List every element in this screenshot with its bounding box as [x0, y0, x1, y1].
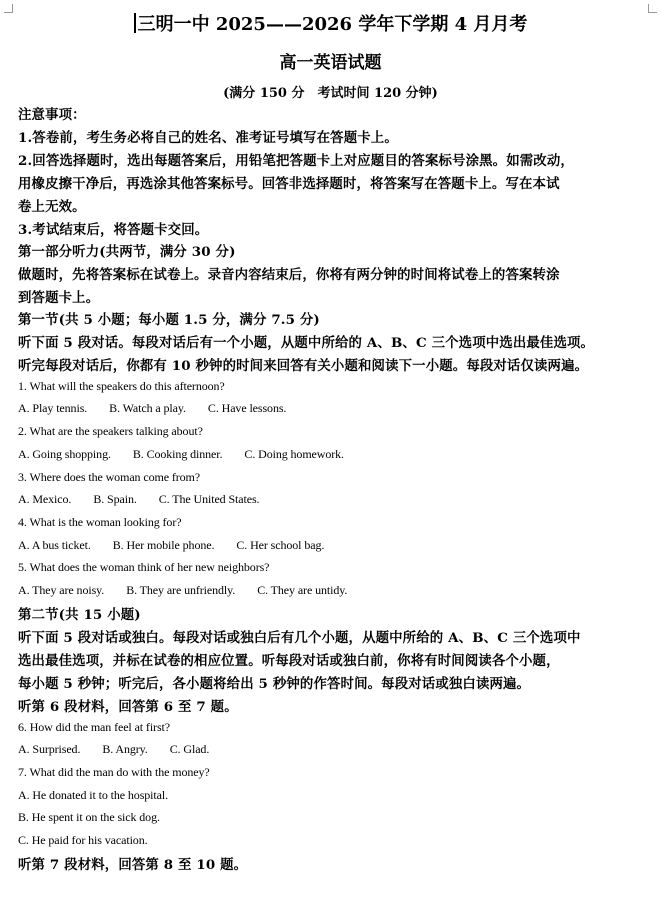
notice-heading: 注意事项： — [18, 107, 86, 123]
option-b: B. Watch a play. — [109, 401, 186, 415]
option-c: C. Doing homework. — [244, 447, 344, 461]
exam-title — [0, 10, 661, 36]
option-a: A. A bus ticket. — [18, 538, 91, 552]
question-7-option-c: C. He paid for his vacation. — [18, 833, 148, 847]
question-6-options — [18, 742, 231, 757]
question-1-options — [18, 401, 308, 416]
part1-instruction-1: 做题时，先将答案标在试卷上。录音内容结束后，你将有两分钟的时间将试卷上的答案转涂 — [18, 267, 560, 283]
question-3-options — [18, 492, 281, 507]
exam-title-text: 三明一中 2025——2026 学年下学期 4 月月考 — [137, 14, 528, 35]
question-7-option-b: B. He spent it on the sick dog. — [18, 810, 160, 824]
section1-instruction-2: 听完每段对话后，你都有 10 秒钟的时间来回答有关小题和阅读下一小题。每段对话仅读两遍。 — [18, 358, 589, 374]
section2-instruction-3: 每小题 5 秒钟；听完后，各小题将给出 5 秒钟的作答时间。每段对话或独白读两遍。 — [18, 676, 531, 692]
option-a: A. They are noisy. — [18, 583, 105, 597]
option-b: B. They are unfriendly. — [126, 583, 236, 597]
option-c: C. They are untidy. — [257, 583, 348, 597]
notice-line-4: 卷上无效。 — [18, 199, 86, 215]
part1-instruction-2: 到答题卡上。 — [18, 290, 100, 306]
option-c: C. Glad. — [169, 742, 210, 756]
text-cursor — [134, 13, 136, 33]
question-3: 3. Where does the woman come from? — [18, 470, 200, 484]
section1-heading: 第一节(共 5 小题；每小题 1.5 分，满分 7.5 分) — [18, 312, 320, 328]
option-a: A. Play tennis. — [18, 401, 88, 415]
notice-line-3: 用橡皮擦干净后，再选涂其他答案标号。回答非选择题时，将答案写在答题卡上。写在本试 — [18, 176, 560, 192]
section2-instruction-1: 听下面 5 段对话或独白。每段对话或独白后有几个小题，从题中所给的 A、B、C 三个选项中 — [18, 630, 581, 646]
material-6-heading: 听第 6 段材料，回答第 6 至 7 题。 — [18, 699, 238, 715]
section2-heading: 第二节(共 15 小题) — [18, 607, 141, 623]
option-b: B. Her mobile phone. — [112, 538, 215, 552]
option-a: A. Going shopping. — [18, 447, 111, 461]
option-c: C. Have lessons. — [207, 401, 287, 415]
option-a: A. Surprised. — [18, 742, 81, 756]
question-2-options — [18, 447, 366, 462]
question-5: 5. What does the woman think of her new neighbors? — [18, 560, 270, 574]
question-4: 4. What is the woman looking for? — [18, 515, 182, 529]
option-a: A. Mexico. — [18, 492, 72, 506]
exam-subtitle: 高一英语试题 — [279, 53, 382, 73]
question-4-options — [18, 538, 346, 553]
part1-heading: 第一部分听力(共两节，满分 30 分) — [18, 244, 236, 260]
notice-line-5: 3.考试结束后，将答题卡交回。 — [18, 222, 209, 238]
question-7: 7. What did the man do with the money? — [18, 765, 210, 779]
question-5-options — [18, 583, 369, 598]
question-6: 6. How did the man feel at first? — [18, 720, 170, 734]
option-c: C. Her school bag. — [236, 538, 325, 552]
question-7-option-a: A. He donated it to the hospital. — [18, 788, 169, 802]
section1-instruction-1: 听下面 5 段对话。每段对话后有一个小题，从题中所给的 A、B、C 三个选项中选出最佳选项。 — [18, 335, 595, 351]
option-b: B. Angry. — [102, 742, 148, 756]
notice-line-1: 1.答卷前，考生务必将自己的姓名、准考证号填写在答题卡上。 — [18, 130, 398, 146]
option-c: C. The United States. — [158, 492, 260, 506]
option-b: B. Spain. — [93, 492, 137, 506]
question-2: 2. What are the speakers talking about? — [18, 424, 203, 438]
section2-instruction-2: 选出最佳选项，并标在试卷的相应位置。听每段对话或独白前，你将有时间阅读各个小题， — [18, 653, 560, 669]
material-7-heading: 听第 7 段材料，回答第 8 至 10 题。 — [18, 857, 248, 873]
question-1: 1. What will the speakers do this afternoon? — [18, 379, 225, 393]
score-time-note: (满分 150 分 考试时间 120 分钟) — [223, 86, 438, 101]
notice-line-2: 2.回答选择题时，选出每题答案后，用铅笔把答题卡上对应题目的答案标号涂黑。如需改动， — [18, 153, 574, 169]
option-b: B. Cooking dinner. — [132, 447, 223, 461]
